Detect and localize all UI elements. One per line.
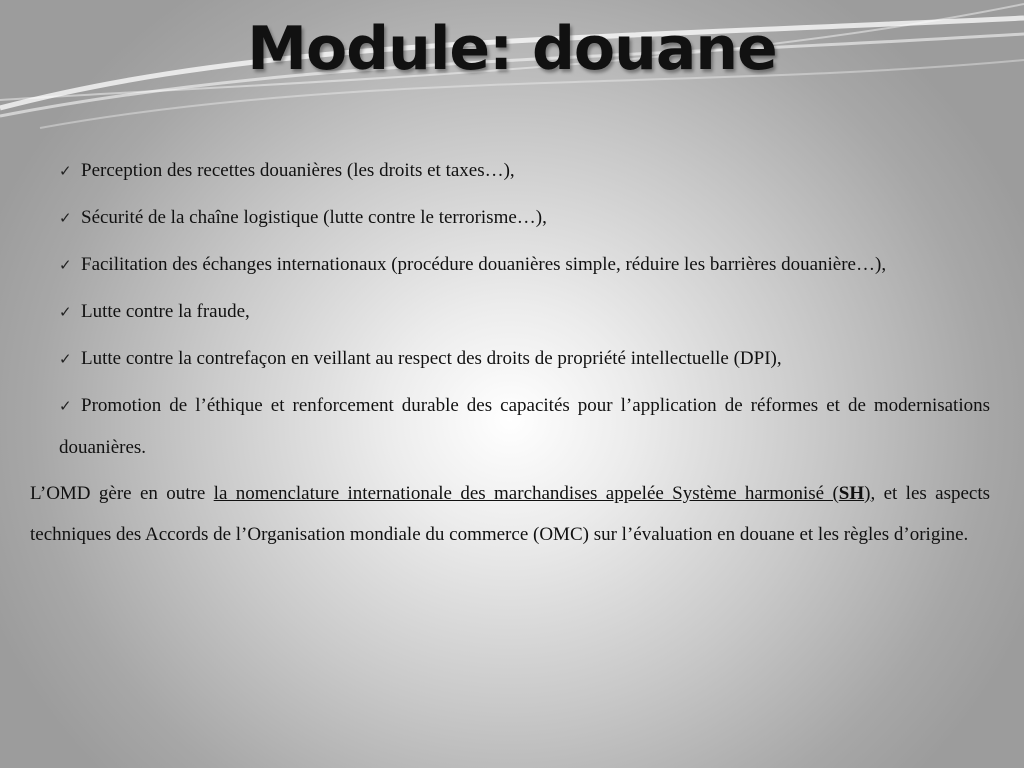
slide-content	[30, 150, 990, 555]
list-item	[59, 291, 990, 333]
bullet-text: Facilitation des échanges internationaux (procédure douanières simple, réduire les barrières douanière…),	[81, 254, 887, 275]
bullet-text: Lutte contre la contrefaçon en veillant au respect des droits de propriété intellectuelle (DPI),	[81, 348, 782, 369]
list-item	[59, 150, 990, 192]
link-text: la nomenclature internationale des marchandises appelée Système harmonisé (	[213, 483, 839, 504]
bullet-text: Lutte contre la fraude,	[81, 301, 250, 322]
bullet-text: Promotion de l’éthique et renforcement durable des capacités pour l’application de réformes et de modernisations douanières.	[59, 395, 990, 458]
check-mark-icon: ✓	[59, 162, 72, 180]
paragraph-rest: , et les aspects techniques des Accords de l’Organisation mondiale du commerce (OMC) sur l’évaluation en douane et les règles d’origine.	[30, 483, 991, 545]
bullet-text: Sécurité de la chaîne logistique (lutte contre le terrorisme…),	[81, 207, 547, 228]
bullet-text: Perception des recettes douanières (les droits et taxes…),	[81, 160, 515, 181]
list-item	[59, 197, 990, 239]
link-bold: SH	[838, 483, 865, 504]
paragraph-intro: L’OMD gère en outre	[30, 483, 214, 504]
slide-title: Module: douane	[247, 14, 777, 84]
omd-paragraph	[30, 473, 990, 555]
check-mark-icon: ✓	[59, 209, 72, 227]
check-mark-icon: ✓	[59, 256, 72, 274]
list-item	[59, 244, 990, 286]
link-close: )	[864, 483, 871, 504]
bullet-list	[30, 150, 990, 468]
list-item	[59, 338, 990, 380]
check-mark-icon: ✓	[59, 303, 72, 321]
harmonized-system-link[interactable]	[214, 483, 871, 504]
check-mark-icon: ✓	[59, 350, 72, 368]
list-item	[59, 385, 990, 468]
check-mark-icon: ✓	[59, 397, 72, 415]
